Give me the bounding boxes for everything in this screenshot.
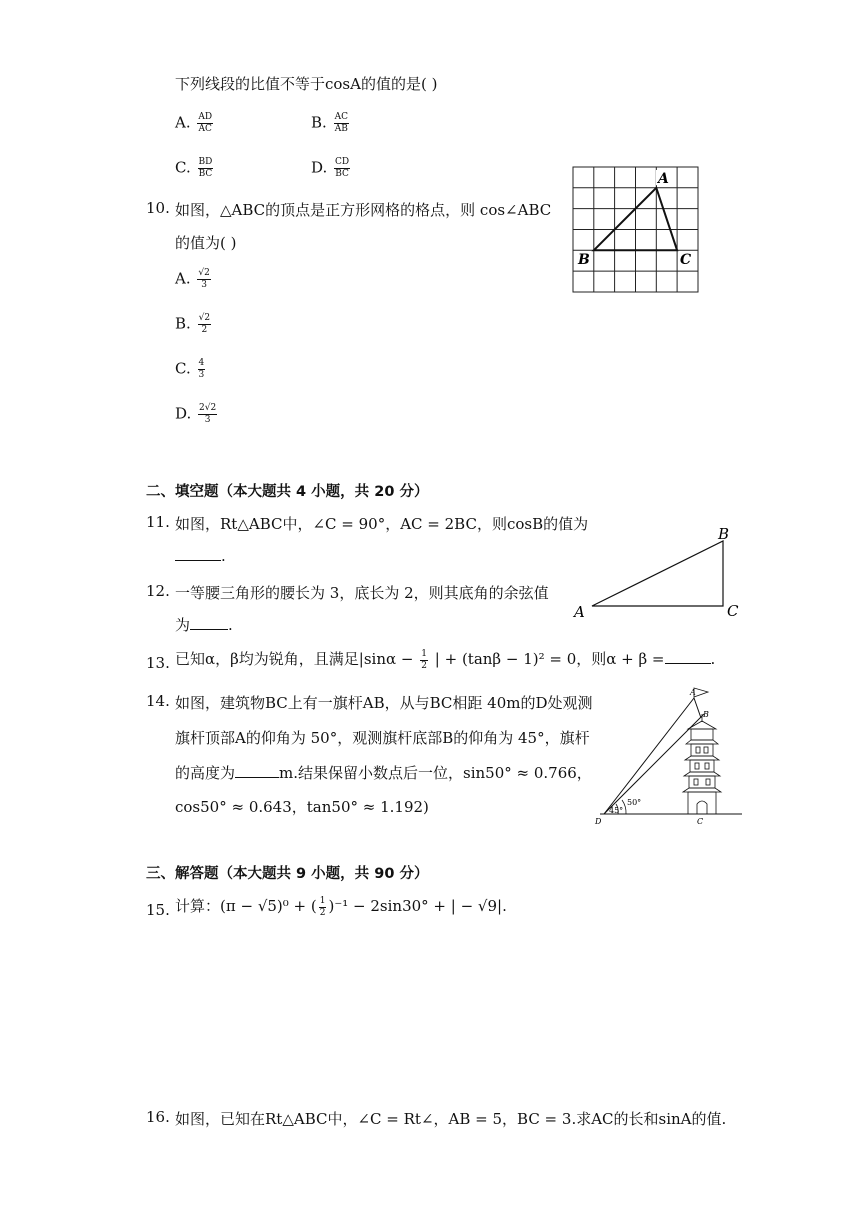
label-d: D (595, 817, 602, 826)
fraction: $\frac{CD}{BC}$ (335, 157, 350, 179)
q16-line1: 如图，已知在Rt△ABC中，∠C = Rt∠，AB = 5，BC = 3.求AC的长和sinA的值. (175, 1110, 727, 1128)
q14-line2: 旗杆顶部A的仰角为 50°，观测旗杆底部B的仰角为 45°，旗杆 (175, 729, 590, 747)
q9-option-d[interactable]: D. $\frac{CD}{BC}$ (311, 157, 350, 179)
fraction: $\frac{√2}{2}$ (198, 313, 211, 335)
triangle-abc (592, 541, 723, 606)
q16-number: 16. (146, 1108, 170, 1126)
q10-option-d[interactable]: D. $\frac{2√2}{3}$ (175, 403, 217, 425)
angle-45-label: 45° (609, 806, 624, 815)
q14-pagoda-figure (590, 684, 745, 829)
q14-line3: 的高度为 m.结果保留小数点后一位，sin50° ≈ 0.766， (175, 764, 592, 782)
q10-grid-figure (570, 164, 700, 294)
fraction: $\frac{2√2}{3}$ (199, 403, 217, 425)
fraction: $\frac{√2}{3}$ (198, 268, 210, 290)
label-b: B (718, 525, 730, 543)
sight-line-a (604, 698, 694, 814)
label-a: A (690, 688, 696, 697)
q11-triangle-figure (570, 524, 745, 624)
label-a: A (658, 171, 669, 187)
q10-number: 10. (146, 199, 170, 217)
fraction: $\frac{4}{3}$ (198, 358, 205, 380)
q14-number: 14. (146, 692, 170, 710)
q12-line1: 一等腰三角形的腰长为 3，底长为 2，则其底角的余弦值 (175, 584, 549, 602)
q15-text: 计算：(π − √5)⁰ + ( $\frac{1}{2}$ )⁻¹ − 2sin30° + | − √9|. (175, 895, 507, 918)
flagpole (694, 698, 701, 718)
answer-blank[interactable] (665, 649, 711, 664)
fraction: $\frac{BD}{BC}$ (198, 157, 213, 179)
answer-blank[interactable] (175, 546, 221, 561)
label-a: A (574, 603, 585, 621)
label-b: B (578, 252, 590, 268)
q11-line2: . (175, 546, 226, 565)
section-3-title: 三、解答题（本大题共 9 小题，共 90 分） (146, 866, 429, 882)
label-b: B (703, 710, 709, 719)
answer-blank[interactable] (235, 763, 279, 778)
label-c: C (697, 817, 704, 826)
answer-blank[interactable] (190, 615, 228, 630)
q10-line2: 的值为( ) (175, 234, 237, 252)
q11-number: 11. (146, 513, 170, 531)
fraction: $\frac{AC}{AB}$ (334, 112, 348, 134)
label-c: C (727, 602, 739, 620)
q13-number: 13. (146, 654, 170, 672)
label-c: C (680, 252, 692, 268)
q9-option-b[interactable]: B. $\frac{AC}{AB}$ (311, 112, 348, 134)
fraction: $\frac{AD}{AC}$ (198, 112, 213, 134)
angle-50-label: 50° (627, 798, 642, 807)
q11-line1: 如图，Rt△ABC中，∠C = 90°，AC = 2BC，则cosB的值为 (175, 515, 589, 533)
q10-option-a[interactable]: A. $\frac{√2}{3}$ (175, 268, 210, 290)
q14-line4: cos50° ≈ 0.643，tan50° ≈ 1.192) (175, 798, 429, 816)
q12-line2: 为 . (175, 616, 233, 634)
q10-option-c[interactable]: C. $\frac{4}{3}$ (175, 358, 205, 380)
grid-lines (573, 167, 698, 292)
q10-line1: 如图，△ABC的顶点是正方形网格的格点，则 cos∠ABC (175, 201, 552, 219)
q14-line1: 如图，建筑物BC上有一旗杆AB，从与BC相距 40m的D处观测 (175, 694, 593, 712)
q12-number: 12. (146, 582, 170, 600)
q9-stem: 下列线段的比值不等于cosA的值的是( ) (175, 75, 438, 93)
section-2-title: 二、填空题（本大题共 4 小题，共 20 分） (146, 484, 429, 500)
q9-option-c[interactable]: C. $\frac{BD}{BC}$ (175, 157, 213, 179)
q10-option-b[interactable]: B. $\frac{√2}{2}$ (175, 313, 211, 335)
pagoda (683, 714, 721, 814)
q15-number: 15. (146, 901, 170, 919)
flag (694, 688, 708, 698)
q9-option-a[interactable]: A. $\frac{AD}{AC}$ (175, 112, 213, 134)
fraction: $\frac{1}{2}$ (421, 648, 427, 671)
q13-text: 已知α，β均为锐角，且满足|sinα − $\frac{1}{2}$ | + (tanβ − 1)² = 0，则α + β = . (175, 648, 716, 671)
fraction: $\frac{1}{2}$ (319, 895, 326, 918)
